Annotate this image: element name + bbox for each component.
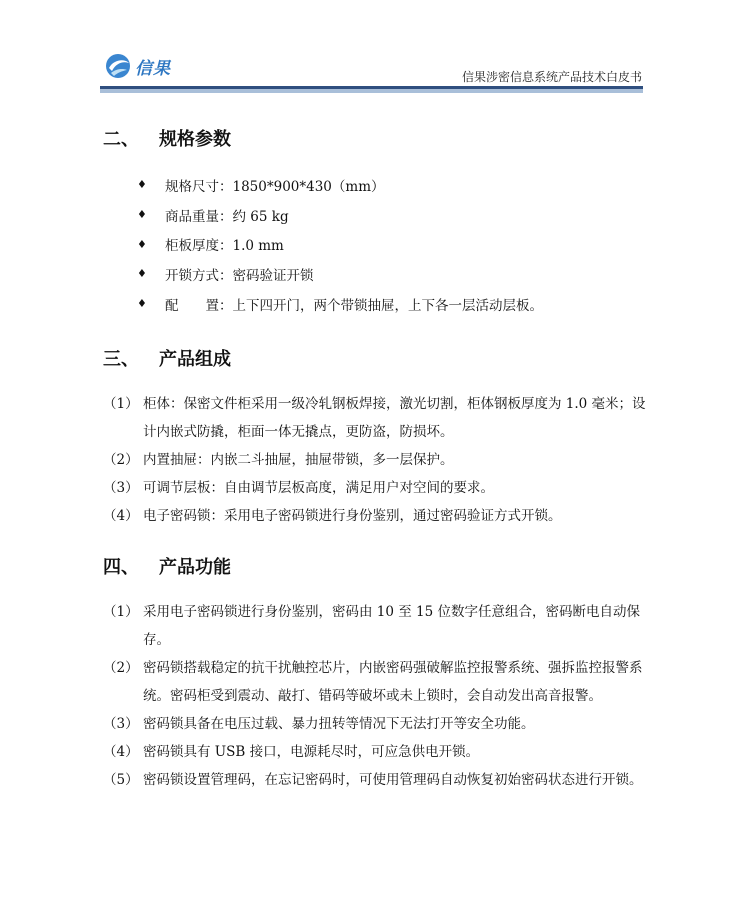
list-item (103, 654, 648, 710)
section-title: 产品组成 (159, 349, 231, 371)
item-text: 柜体：保密文件柜采用一级冷轧钢板焊接，激光切割，柜体钢板厚度为 1.0 毫米；设计内嵌式防撬，柜面一体无撬点，更防盗，防损坏。 (143, 396, 646, 441)
spec-item (103, 229, 648, 259)
spec-text: 商品重量：约 65 kg (165, 208, 289, 225)
spec-item (103, 170, 648, 200)
section-number: 二、 (103, 129, 139, 150)
item-text: 密码锁设置管理码，在忘记密码时，可使用管理码自动恢复初始密码状态进行开锁。 (143, 772, 643, 789)
spec-text: 开锁方式：密码验证开锁 (165, 267, 314, 284)
spec-text: 规格尺寸：1850*900*430（mm） (165, 178, 385, 195)
section-heading-specs (103, 120, 648, 156)
page-header (0, 0, 750, 100)
section-number: 四、 (103, 557, 139, 579)
section-heading-functions (103, 548, 648, 584)
item-text: 密码锁具有 USB 接口，电源耗尽时，可应急供电开锁。 (143, 744, 480, 761)
item-number: （3） (103, 480, 139, 497)
header-rule-light (100, 89, 643, 93)
list-item (103, 710, 648, 738)
logo-swirl-icon (104, 52, 132, 80)
item-number: （3） (103, 716, 139, 733)
diamond-bullet-icon: ♦ (137, 208, 147, 222)
document-title: 信果涉密信息系统产品技术白皮书 (461, 70, 642, 84)
spec-item (103, 259, 648, 289)
item-number: （1） (103, 604, 139, 621)
item-number: （2） (103, 452, 139, 469)
diamond-bullet-icon: ♦ (137, 267, 147, 281)
item-number: （1） (103, 396, 139, 413)
item-number: （4） (103, 508, 139, 525)
section-title: 规格参数 (159, 129, 231, 150)
list-item (103, 390, 648, 446)
item-text: 密码锁具备在电压过载、暴力扭转等情况下无法打开等安全功能。 (143, 716, 535, 733)
spec-text: 柜板厚度：1.0 mm (165, 238, 284, 255)
item-text: 内置抽屉：内嵌二斗抽屉，抽屉带锁，多一层保护。 (143, 452, 454, 469)
list-item (103, 738, 648, 766)
function-list (103, 598, 648, 794)
item-number: （4） (103, 744, 139, 761)
diamond-bullet-icon: ♦ (137, 297, 147, 311)
list-item (103, 446, 648, 474)
logo-text: 信果 (135, 58, 171, 79)
section-number: 三、 (103, 349, 139, 371)
section-title: 产品功能 (159, 557, 231, 579)
list-item (103, 474, 648, 502)
list-item (103, 502, 648, 530)
item-text: 电子密码锁：采用电子密码锁进行身份鉴别，通过密码验证方式开锁。 (143, 508, 562, 525)
spec-item (103, 289, 648, 319)
item-number: （5） (103, 772, 139, 789)
item-number: （2） (103, 660, 139, 677)
list-item (103, 598, 648, 654)
item-text: 采用电子密码锁进行身份鉴别，密码由 10 至 15 位数字任意组合，密码断电自动保存。 (143, 604, 641, 649)
page-content (103, 120, 648, 794)
section-heading-composition (103, 340, 648, 376)
spec-text: 配 置：上下四开门，两个带锁抽屉，上下各一层活动层板。 (165, 297, 543, 314)
diamond-bullet-icon: ♦ (137, 237, 147, 251)
item-text: 密码锁搭载稳定的抗干扰触控芯片，内嵌密码强破解监控报警系统、强拆监控报警系统。密码柜受到震动、敲打、错码等破坏或未上锁时，会自动发出高音报警。 (143, 660, 643, 705)
composition-list (103, 390, 648, 530)
spec-item (103, 200, 648, 230)
list-item (103, 766, 648, 794)
spec-list (103, 170, 648, 318)
logo (104, 52, 171, 80)
diamond-bullet-icon: ♦ (137, 178, 147, 192)
item-text: 可调节层板：自由调节层板高度，满足用户对空间的要求。 (143, 480, 494, 497)
